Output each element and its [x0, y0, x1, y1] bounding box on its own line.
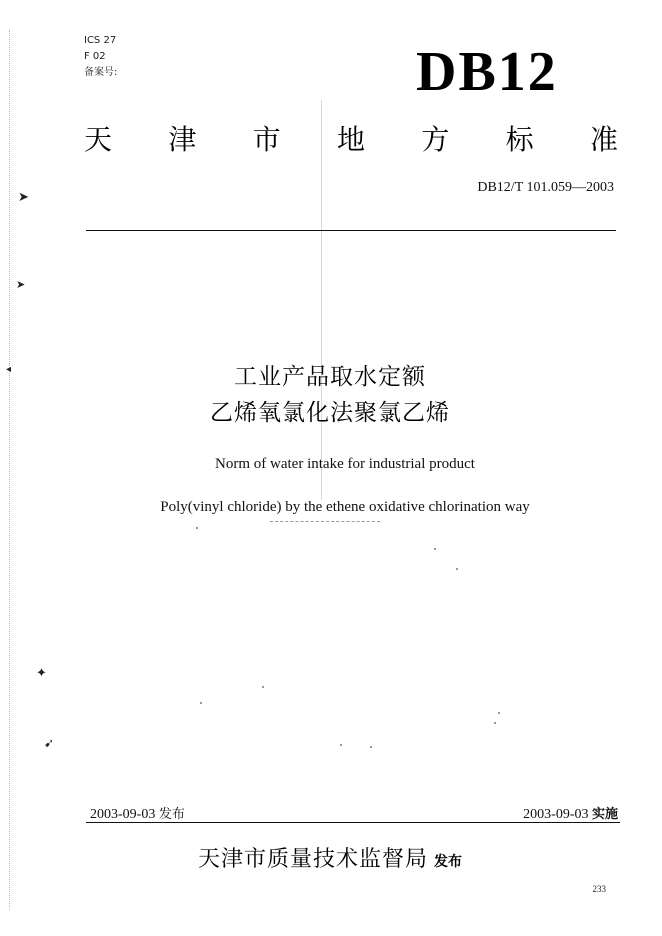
issue-label: 发布 — [158, 807, 185, 822]
scan-speck — [370, 746, 372, 748]
scan-speck — [196, 527, 198, 529]
scan-speck — [494, 722, 496, 724]
scan-speck — [434, 548, 436, 550]
ccs-code: F 02 — [84, 51, 106, 62]
scan-speck — [456, 568, 458, 570]
scan-speck — [340, 744, 342, 746]
banner-char: 市 — [252, 123, 281, 156]
scan-mark-arrow: ➤ — [18, 190, 29, 205]
title-zh-line1: 工业产品取水定额 — [234, 364, 426, 390]
scan-dash — [270, 521, 380, 522]
implement-date: 2003-09-03 — [523, 807, 589, 822]
scan-mark-star: ✦ — [36, 666, 47, 681]
banner-char: 准 — [589, 123, 618, 156]
scan-speck — [200, 702, 202, 704]
scan-mark-tick: ◂ — [6, 364, 12, 375]
banner-char: 方 — [421, 123, 450, 156]
implement-label: 实施 — [591, 807, 618, 822]
scan-speck — [498, 712, 500, 714]
banner-char: 天 — [84, 123, 113, 156]
standard-number: DB12/T 101.059—2003 — [477, 180, 614, 195]
issue-date: 2003-09-03 — [90, 807, 156, 822]
issuer-name: 天津市质量技术监督局 — [197, 847, 428, 872]
title-zh-line2: 乙烯氧氯化法聚氯乙烯 — [210, 400, 450, 426]
fold-line — [321, 100, 322, 500]
banner-char: 津 — [168, 123, 197, 156]
header-divider — [86, 230, 616, 231]
scan-mark-arrow: ➤ — [16, 278, 26, 291]
filing-number-label: 备案号: — [84, 67, 118, 78]
binding-edge-line — [9, 30, 10, 910]
banner-char: 标 — [505, 123, 534, 156]
issuer-suffix: 发布 — [434, 854, 462, 870]
banner-char: 地 — [336, 123, 365, 156]
page-number: 233 — [592, 884, 606, 894]
footer-divider — [86, 822, 620, 823]
db-logo: DB12 — [416, 41, 558, 103]
implement-date-line — [470, 803, 618, 823]
title-en-line2: Poly(vinyl chloride) by the ethene oxidative chlorination way — [160, 499, 530, 515]
standard-type-banner — [84, 120, 618, 160]
issuing-authority — [90, 842, 570, 873]
scan-mark-arrow: ➹ — [44, 736, 55, 750]
ics-code: ICS 27 — [84, 35, 117, 46]
title-en-line1: Norm of water intake for industrial product — [215, 456, 475, 472]
issue-date-line — [90, 803, 185, 823]
scan-speck — [262, 686, 264, 688]
